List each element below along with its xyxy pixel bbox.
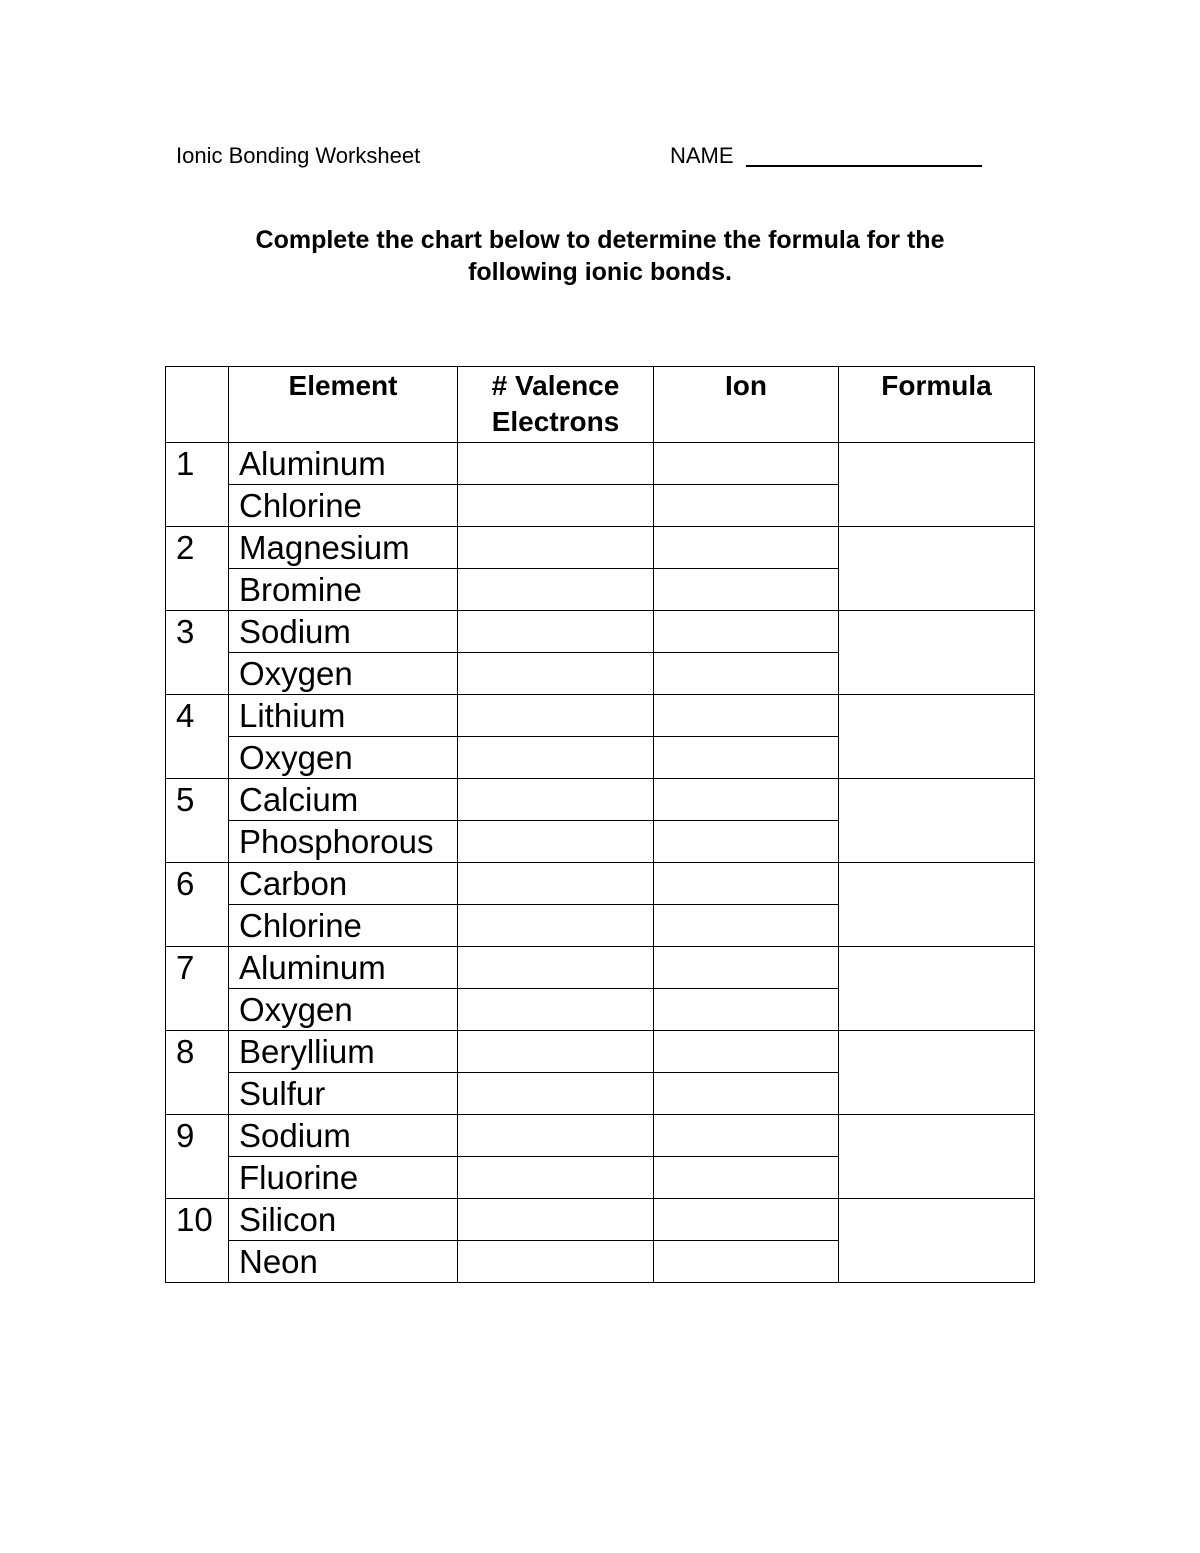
ion-cell[interactable] — [654, 779, 839, 821]
name-label: NAME — [670, 143, 734, 168]
element-name: Oxygen — [229, 653, 458, 695]
table-row — [166, 779, 1035, 821]
pair-number: 10 — [166, 1199, 229, 1283]
worksheet-title: Ionic Bonding Worksheet — [176, 143, 421, 168]
ion-cell[interactable] — [654, 569, 839, 611]
ion-cell[interactable] — [654, 737, 839, 779]
valence-electrons-cell[interactable] — [458, 989, 654, 1031]
valence-electrons-cell[interactable] — [458, 737, 654, 779]
pair-number: 3 — [166, 611, 229, 695]
element-name: Sodium — [229, 1115, 458, 1157]
chart-body — [166, 443, 1035, 1283]
element-name: Oxygen — [229, 737, 458, 779]
instructions-line-1: Complete the chart below to determine the formula for the — [255, 226, 945, 254]
name-blank-line[interactable] — [746, 165, 982, 167]
formula-cell[interactable] — [839, 527, 1035, 611]
table-row — [166, 695, 1035, 737]
valence-electrons-cell[interactable] — [458, 1157, 654, 1199]
table-row — [166, 443, 1035, 485]
header-row — [166, 367, 1035, 443]
formula-cell[interactable] — [839, 1031, 1035, 1115]
pair-number: 5 — [166, 779, 229, 863]
table-row — [166, 611, 1035, 653]
valence-electrons-cell[interactable] — [458, 695, 654, 737]
header-formula: Formula — [839, 367, 1035, 443]
ion-cell[interactable] — [654, 863, 839, 905]
ion-cell[interactable] — [654, 1115, 839, 1157]
valence-electrons-cell[interactable] — [458, 863, 654, 905]
element-name: Sulfur — [229, 1073, 458, 1115]
valence-electrons-cell[interactable] — [458, 947, 654, 989]
formula-cell[interactable] — [839, 947, 1035, 1031]
ion-cell[interactable] — [654, 1157, 839, 1199]
valence-electrons-cell[interactable] — [458, 611, 654, 653]
formula-cell[interactable] — [839, 1199, 1035, 1283]
ion-cell[interactable] — [654, 653, 839, 695]
ion-cell[interactable] — [654, 905, 839, 947]
pair-number: 1 — [166, 443, 229, 527]
pair-number: 4 — [166, 695, 229, 779]
formula-cell[interactable] — [839, 695, 1035, 779]
ion-cell[interactable] — [654, 611, 839, 653]
valence-electrons-cell[interactable] — [458, 821, 654, 863]
element-name: Aluminum — [229, 443, 458, 485]
header-element: Element — [229, 367, 458, 443]
ion-cell[interactable] — [654, 821, 839, 863]
element-name: Beryllium — [229, 1031, 458, 1073]
pair-number: 2 — [166, 527, 229, 611]
header-valence-line-1: # Valence — [491, 370, 620, 401]
valence-electrons-cell[interactable] — [458, 1031, 654, 1073]
valence-electrons-cell[interactable] — [458, 527, 654, 569]
element-name: Bromine — [229, 569, 458, 611]
valence-electrons-cell[interactable] — [458, 1073, 654, 1115]
formula-cell[interactable] — [839, 443, 1035, 527]
element-name: Chlorine — [229, 485, 458, 527]
element-name: Fluorine — [229, 1157, 458, 1199]
valence-electrons-cell[interactable] — [458, 485, 654, 527]
valence-electrons-cell[interactable] — [458, 443, 654, 485]
element-name: Carbon — [229, 863, 458, 905]
table-row — [166, 527, 1035, 569]
valence-electrons-cell[interactable] — [458, 1199, 654, 1241]
formula-cell[interactable] — [839, 779, 1035, 863]
element-name: Silicon — [229, 1199, 458, 1241]
table-row — [166, 863, 1035, 905]
formula-cell[interactable] — [839, 611, 1035, 695]
ion-cell[interactable] — [654, 1031, 839, 1073]
element-name: Magnesium — [229, 527, 458, 569]
header-ion: Ion — [654, 367, 839, 443]
element-name: Calcium — [229, 779, 458, 821]
ion-cell[interactable] — [654, 989, 839, 1031]
formula-cell[interactable] — [839, 1115, 1035, 1199]
instructions — [150, 224, 1050, 288]
element-name: Sodium — [229, 611, 458, 653]
ion-cell[interactable] — [654, 1073, 839, 1115]
valence-electrons-cell[interactable] — [458, 1241, 654, 1283]
ionic-bonding-chart — [165, 366, 1035, 1283]
valence-electrons-cell[interactable] — [458, 905, 654, 947]
element-name: Chlorine — [229, 905, 458, 947]
ion-cell[interactable] — [654, 1241, 839, 1283]
element-name: Neon — [229, 1241, 458, 1283]
element-name: Aluminum — [229, 947, 458, 989]
instructions-line-2: following ionic bonds. — [468, 258, 732, 286]
ion-cell[interactable] — [654, 443, 839, 485]
ion-cell[interactable] — [654, 527, 839, 569]
element-name: Oxygen — [229, 989, 458, 1031]
element-name: Phosphorous — [229, 821, 458, 863]
formula-cell[interactable] — [839, 863, 1035, 947]
pair-number: 6 — [166, 863, 229, 947]
table-row — [166, 1199, 1035, 1241]
header-number — [166, 367, 229, 443]
valence-electrons-cell[interactable] — [458, 569, 654, 611]
ion-cell[interactable] — [654, 695, 839, 737]
pair-number: 8 — [166, 1031, 229, 1115]
header-valence-electrons — [458, 367, 654, 443]
pair-number: 9 — [166, 1115, 229, 1199]
table-row — [166, 1115, 1035, 1157]
ion-cell[interactable] — [654, 1199, 839, 1241]
pair-number: 7 — [166, 947, 229, 1031]
ion-cell[interactable] — [654, 947, 839, 989]
element-name: Lithium — [229, 695, 458, 737]
ion-cell[interactable] — [654, 485, 839, 527]
valence-electrons-cell[interactable] — [458, 1115, 654, 1157]
table-row — [166, 1031, 1035, 1073]
name-field[interactable] — [670, 142, 982, 170]
valence-electrons-cell[interactable] — [458, 779, 654, 821]
table-row — [166, 947, 1035, 989]
valence-electrons-cell[interactable] — [458, 653, 654, 695]
header-valence-line-2: Electrons — [491, 406, 620, 437]
